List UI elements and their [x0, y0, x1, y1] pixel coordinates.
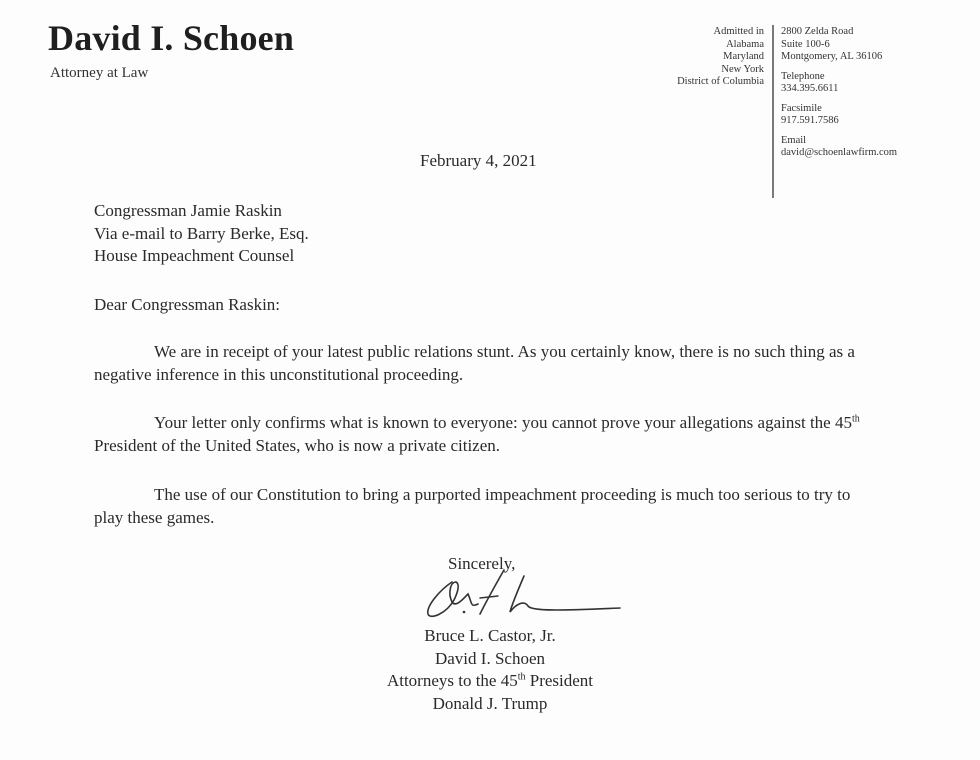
role-text: Attorneys to the 45: [386, 671, 518, 690]
body-paragraph-2: [94, 412, 874, 457]
admitted-jurisdictions: [677, 26, 764, 89]
recipient-address: [94, 200, 309, 268]
recipient-line: House Impeachment Counsel: [94, 246, 295, 265]
signature-block: [340, 625, 640, 715]
telephone-label: Telephone: [781, 70, 825, 82]
paragraph-text: President of the United States, who is now a private citizen.: [94, 435, 501, 455]
recipient-line: Congressman Jamie Raskin: [94, 201, 282, 220]
email-group: [781, 135, 897, 160]
signatory-role: [340, 670, 640, 693]
salutation: Dear Congressman Raskin:: [94, 295, 281, 314]
facsimile-number: 917.591.7586: [781, 115, 839, 126]
jurisdiction: District of Columbia: [677, 76, 764, 87]
body-paragraph-1: [94, 341, 874, 386]
signatory-name: Bruce L. Castor, Jr.: [424, 626, 556, 645]
paragraph-text: Your letter only confirms what is known to everyone: you cannot prove your allegations against the 45: [154, 413, 852, 432]
address-line: Suite 100-6: [781, 38, 830, 50]
recipient-line: Via e-mail to Barry Berke, Esq.: [94, 223, 309, 243]
address-line: Montgomery, AL 36106: [781, 51, 883, 62]
letterhead-name: David I. Schoen: [48, 18, 295, 58]
address-line: 2800 Zelda Road: [781, 26, 854, 37]
email-address: david@schoenlawfirm.com: [781, 147, 898, 158]
office-address: [781, 26, 897, 64]
paragraph-text: The use of our Constitution to bring a purported impeachment proceeding is much too serious to try to play these games.: [94, 485, 851, 527]
letter-date: February 4, 2021: [420, 151, 537, 170]
jurisdiction: Alabama: [726, 38, 764, 50]
closing: Sincerely,: [448, 554, 516, 573]
telephone-number: 334.395.6611: [781, 83, 839, 94]
contact-info: [781, 26, 897, 160]
signature-icon: [420, 568, 630, 623]
signatory-name: David I. Schoen: [434, 648, 545, 668]
facsimile-group: [781, 103, 897, 128]
ordinal-suffix: th: [851, 413, 860, 425]
ordinal-suffix: th: [517, 671, 526, 683]
email-label: Email: [781, 134, 807, 146]
letterhead-title: Attorney at Law: [50, 65, 149, 81]
facsimile-label: Facsimile: [781, 102, 822, 114]
role-text: President: [525, 671, 594, 690]
body-paragraph-3: [94, 484, 874, 529]
client-name: Donald J. Trump: [432, 693, 548, 713]
letterhead-divider: [772, 25, 774, 198]
jurisdiction: New York: [721, 63, 764, 75]
admitted-label: Admitted in: [713, 26, 764, 37]
paragraph-text: We are in receipt of your latest public relations stunt. As you certainly know, there is no such thing as a negative inference in this unconstitutional proceeding.: [94, 342, 855, 384]
jurisdiction: Maryland: [723, 51, 764, 62]
telephone-group: [781, 71, 897, 96]
